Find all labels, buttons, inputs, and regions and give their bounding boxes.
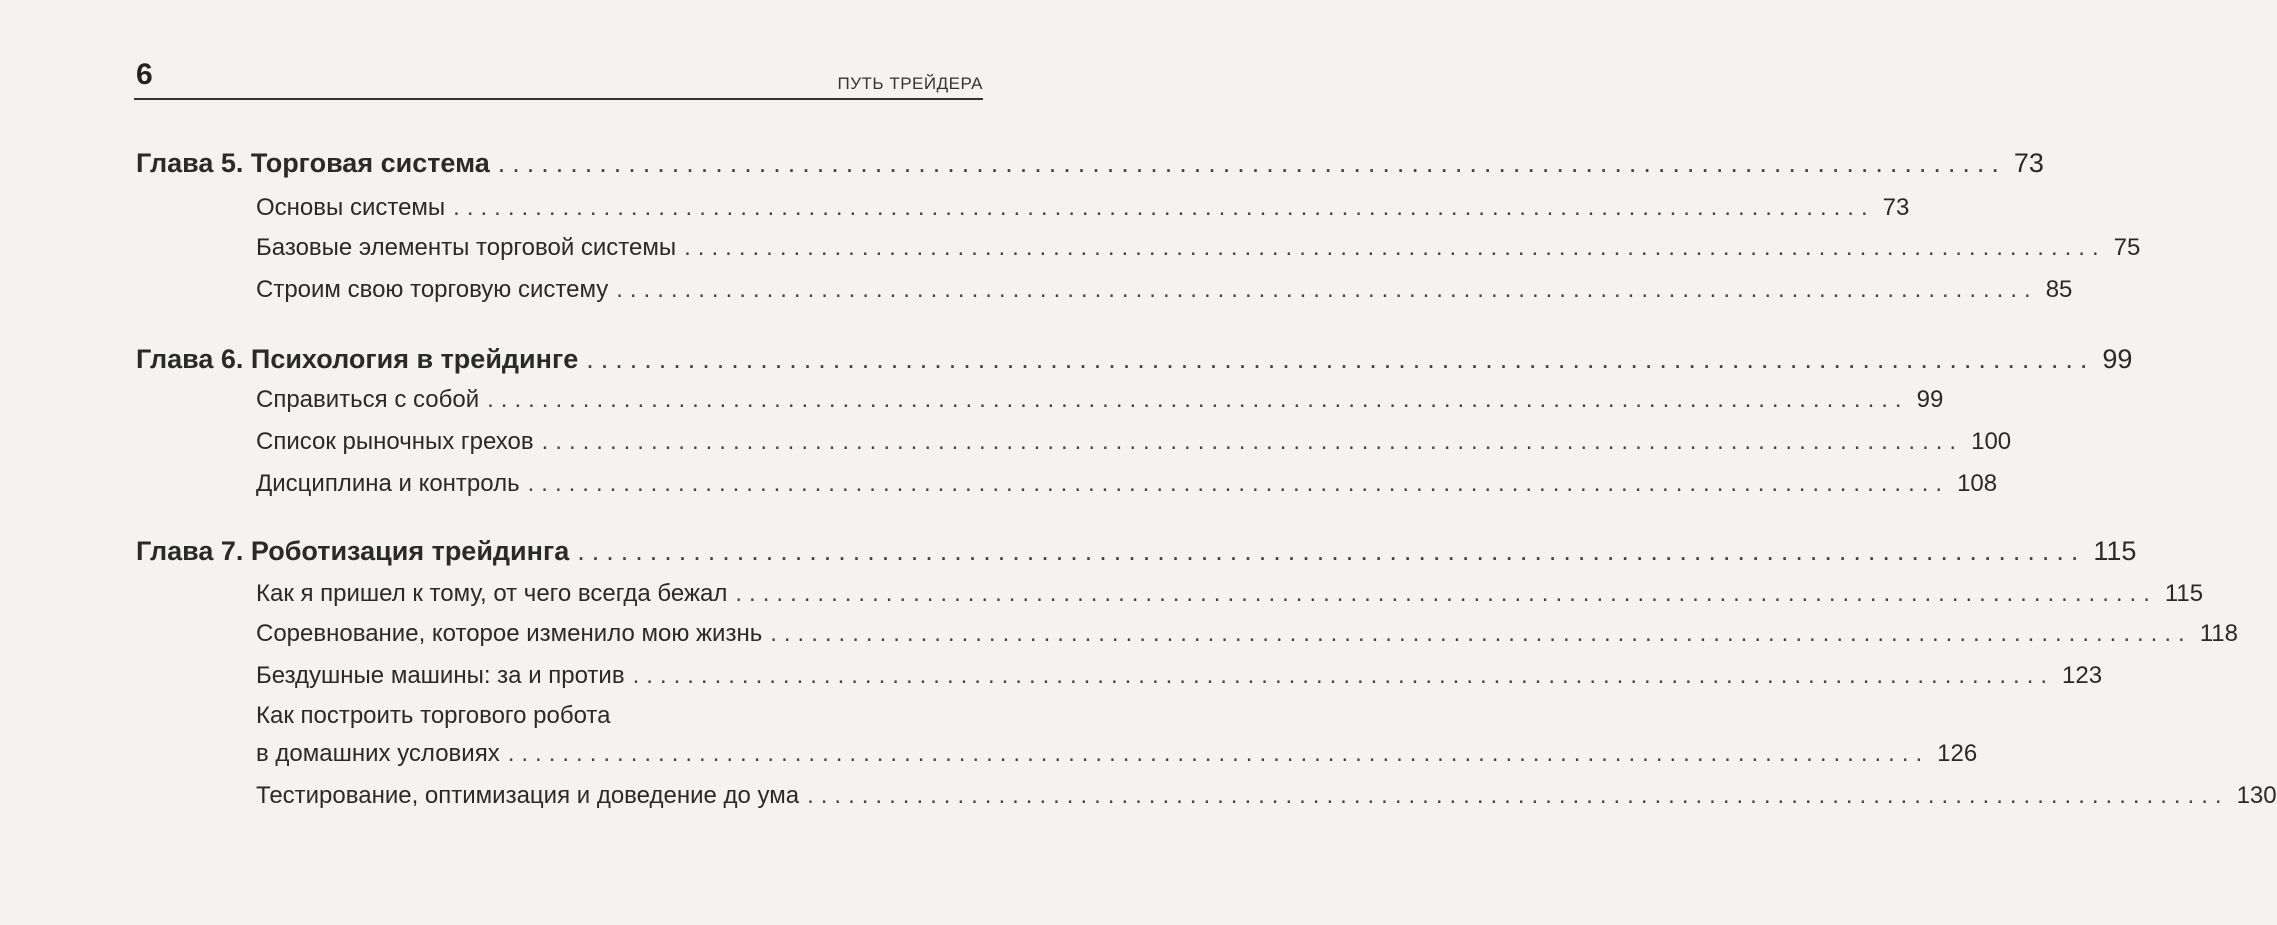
toc-entry-page: 100: [1971, 428, 2012, 455]
leader-dots: ........................................................................................................: [541, 428, 1964, 455]
toc-section: [256, 386, 1944, 414]
running-header-title: ПУТЬ ТРЕЙДЕРА: [837, 74, 983, 93]
toc-section: [256, 740, 1978, 768]
leader-dots: ........................................................................................................: [770, 620, 2192, 647]
leader-dots: ........................................................................................................: [807, 782, 2229, 809]
toc-entry-title: Глава 7. Роботизация трейдинга: [136, 536, 570, 566]
toc-entry-title: Глава 6. Психология в трейдинге: [136, 344, 579, 374]
toc-entry-page: 115: [2164, 580, 2204, 607]
page-number: 6: [136, 58, 153, 91]
toc-entry-page: 115: [2093, 536, 2137, 566]
toc-section: [256, 194, 1910, 222]
toc-section: [256, 470, 1998, 498]
leader-dots: ........................................................................................................: [507, 740, 1930, 767]
toc-section: [256, 662, 2103, 690]
toc-section: [256, 234, 2141, 262]
leader-dots: ........................................................................................................: [577, 536, 2086, 566]
toc-entry-page: 73: [1882, 194, 1910, 221]
toc-entry-title: Тестирование, оптимизация и доведение до ума: [256, 782, 800, 809]
toc-entry-page: 126: [1937, 740, 1978, 767]
toc-section: [256, 782, 2277, 810]
leader-dots: ........................................................................................................: [497, 148, 2006, 178]
leader-dots: ........................................................................................................: [453, 194, 1875, 221]
leader-dots: ........................................................................................................: [684, 234, 2106, 261]
toc-entry-title-line1: Как построить торгового робота: [256, 702, 611, 729]
toc-entry-title: Список рыночных грехов: [256, 428, 534, 455]
toc-entry-title: Соревнование, которое изменило мою жизнь: [256, 620, 763, 647]
leader-dots: ........................................................................................................: [735, 580, 2157, 607]
leader-dots: ........................................................................................................: [527, 470, 1950, 497]
toc-chapter-5: [136, 148, 2044, 179]
toc-entry-title: Глава 5. Торговая система: [136, 148, 490, 178]
toc-entry-title: Дисциплина и контроль: [256, 470, 520, 497]
toc-entry-title: Как я пришел к тому, от чего всегда бежал: [256, 580, 728, 607]
leader-dots: ........................................................................................................: [632, 662, 2055, 689]
header-rule: [134, 98, 983, 100]
toc-chapter-7: [136, 536, 2137, 567]
toc-section: [256, 276, 2073, 304]
toc-entry-page: 118: [2199, 620, 2238, 647]
toc-entry-title: Справиться с собой: [256, 386, 480, 413]
toc-entry-title: Базовые элементы торговой системы: [256, 234, 677, 261]
toc-chapter-6: [136, 344, 2133, 375]
toc-entry-title: Основы системы: [256, 194, 446, 221]
toc-section: [256, 620, 2238, 648]
toc-entry-page: 85: [2045, 276, 2073, 303]
leader-dots: ........................................................................................................: [586, 344, 2095, 374]
toc-entry-title: Бездушные машины: за и против: [256, 662, 625, 689]
toc-section: [256, 428, 2012, 456]
toc-entry-page: 123: [2062, 662, 2103, 689]
toc-entry-page: 130: [2236, 782, 2277, 809]
toc-entry-page: 99: [1916, 386, 1944, 413]
toc-entry-page: 99: [2102, 344, 2133, 374]
toc-entry-page: 75: [2113, 234, 2141, 261]
toc-entry-page: 108: [1957, 470, 1998, 497]
toc-section: [256, 580, 2204, 608]
leader-dots: ........................................................................................................: [487, 386, 1909, 413]
leader-dots: ........................................................................................................: [616, 276, 2038, 303]
toc-entry-title: Строим свою торговую систему: [256, 276, 609, 303]
toc-entry-title: в домашних условиях: [256, 740, 500, 767]
toc-entry-page: 73: [2013, 148, 2044, 178]
